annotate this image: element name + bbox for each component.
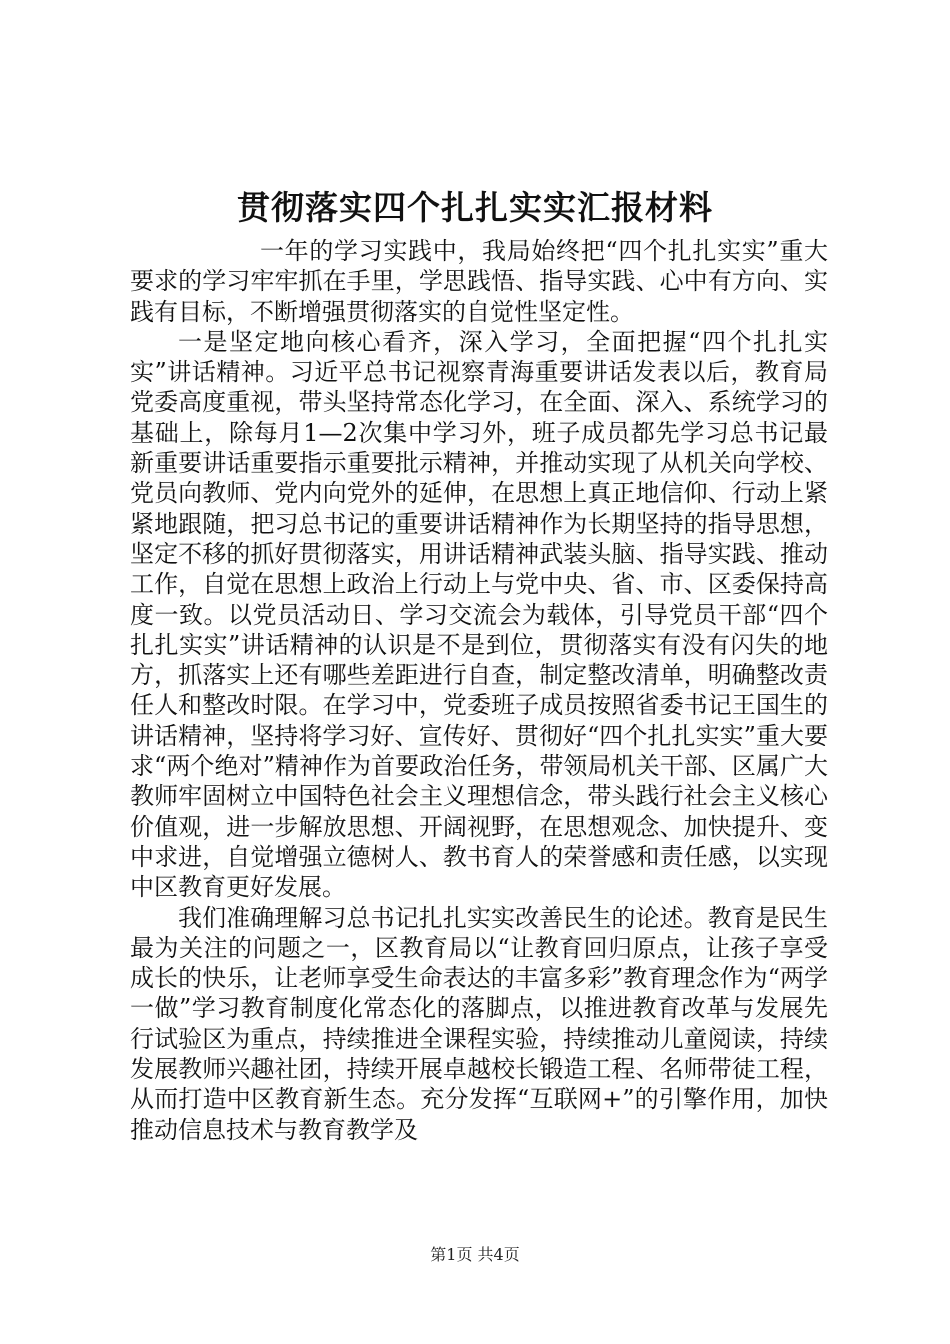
paragraph-intro: 一年的学习实践中，我局始终把“四个扎扎实实”重大要求的学习牢牢抓在手里，学思践悟、指导实践、心中有方向、实践有目标，不断增强贯彻落实的自觉性坚定性。 [130, 237, 828, 326]
page-number-footer: 第1页 共4页 [430, 1245, 520, 1264]
document-title: 贯彻落实四个扎扎实实汇报材料 [237, 188, 713, 227]
document-body [130, 236, 828, 1145]
paragraph-livelihood: 我们准确理解习总书记扎扎实实改善民生的论述。教育是民生最为关注的问题之一，区教育局以“让教育回归原点，让孩子享受成长的快乐，让老师享受生命表达的丰富多彩”教育理念作为“两学一做”学习教育制度化常态化的落脚点，以推进教育改革与发展先行试验区为重点，持续推进全课程实验，持续推动儿童阅读，持续发展教师兴趣社团，持续开展卓越校长锻造工程、名师带徒工程，从而打造中区教育新生态。充分发挥“互联网+”的引擎作用，加快推动信息技术与教育教学及 [130, 903, 828, 1144]
paragraph-study: 一是坚定地向核心看齐，深入学习，全面把握“四个扎扎实实”讲话精神。习近平总书记视察青海重要讲话发表以后，教育局党委高度重视，带头坚持常态化学习，在全面、深入、系统学习的基础上，除每月1—2次集中学习外，班子成员都先学习总书记最新重要讲话重要指示重要批示精神，并推动实现了从机关向学校、党员向教师、党内向党外的延伸，在思想上真正地信仰、行动上紧紧地跟随，把习总书记的重要讲话精神作为长期坚持的指导思想，坚定不移的抓好贯彻落实，用讲话精神武装头脑、指导实践、推动工作，自觉在思想上政治上行动上与党中央、省、市、区委保持高度一致。以党员活动日、学习交流会为载体，引导党员干部“四个扎扎实实”讲话精神的认识是不是到位，贯彻落实有没有闪失的地方，抓落实上还有哪些差距进行自查，制定整改清单，明确整改责任人和整改时限。在学习中，党委班子成员按照省委书记王国生的讲话精神，坚持将学习好、宣传好、贯彻好“四个扎扎实实”重大要求“两个绝对”精神作为首要政治任务，带领局机关干部、区属广大教师牢固树立中国特色社会主义理想信念，带头践行社会主义核心价值观，进一步解放思想、开阔视野，在思想观念、加快提升、变中求进，自觉增强立德树人、教书育人的荣誉感和责任感，以实现中区教育更好发展。 [130, 327, 828, 902]
